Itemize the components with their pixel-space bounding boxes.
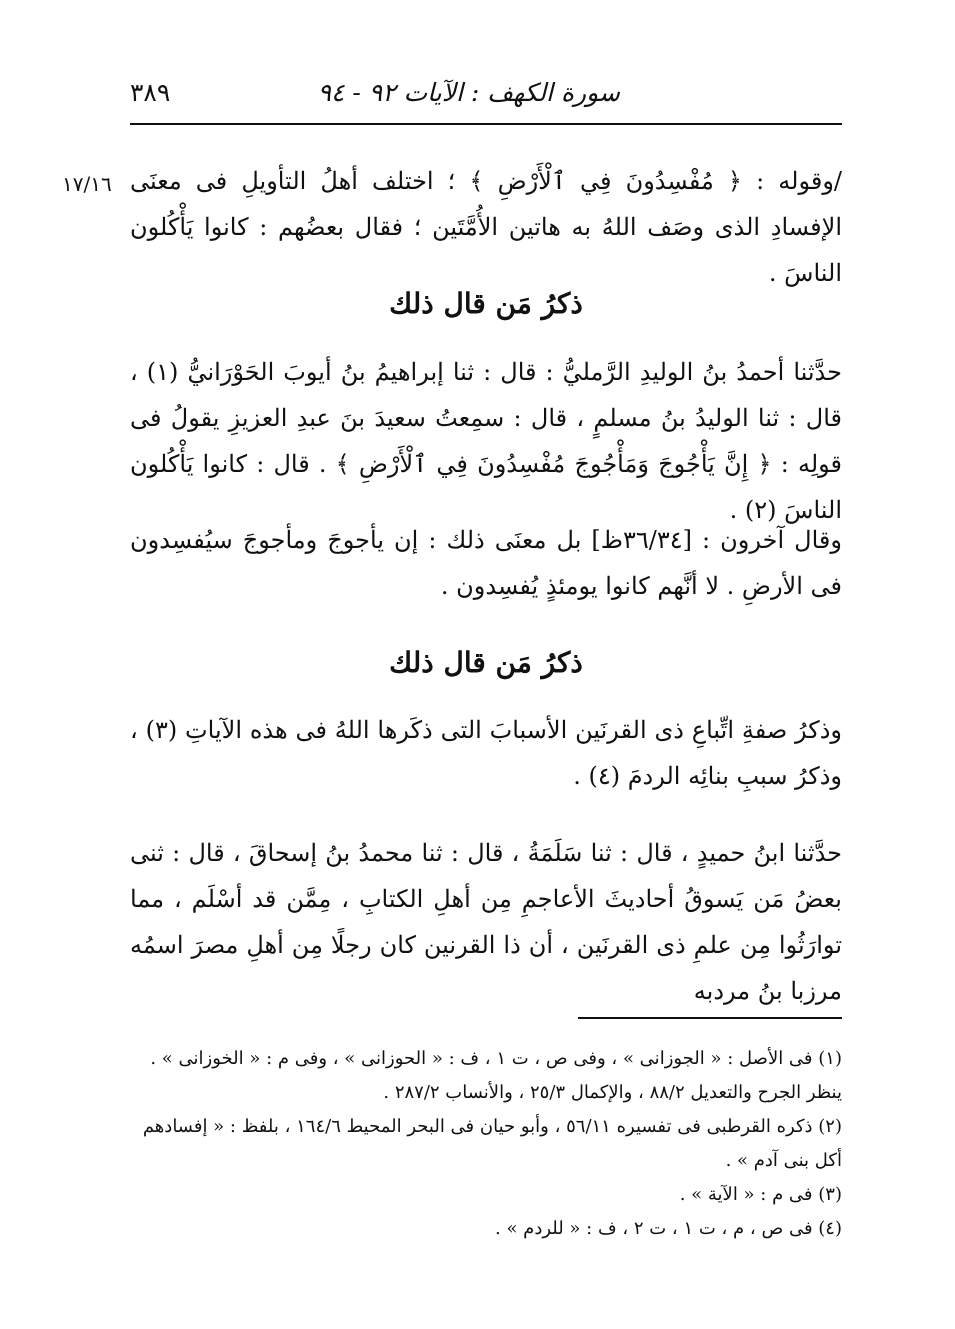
paragraph-3: وقال آخرون : [٣٦/٣٤ظ] بل معنَى ذلك : إن يأجوجَ ومأجوجَ سيُفسِدون فى الأرضِ . لا أنَّهم كانوا يومئذٍ يُفسِدون . — [130, 526, 842, 600]
footnote-2: (٢) ذكره القرطبى فى تفسيره ٥٦/١١ ، وأبو حيان فى البحر المحيط ١٦٤/٦ ، بلفظ : « إفسادهم أكل بنى آدم » . — [142, 1116, 842, 1171]
section-heading-2: ذكرُ مَن قال ذلك — [389, 646, 583, 679]
footnote-4: (٤) فى ص ، م ، ت ١ ، ت ٢ ، ف : « للردم » . — [495, 1218, 842, 1239]
footnote-separator — [578, 1017, 842, 1019]
margin-reference: ١٧/١٦ — [62, 172, 112, 196]
section-heading-1: ذكرُ مَن قال ذلك — [389, 287, 583, 320]
paragraph-5: حدَّثنا ابنُ حميدٍ ، قال : ثنا سَلَمَةُ ، قال : ثنا محمدُ بنُ إسحاقَ ، قال : ثنى بعضُ مَن يَسوقُ أحاديثَ الأعاجمِ مِن أهلِ الكتابِ ، مِمَّن قد أسْلَم ، مما توارَثُوا مِن علمِ ذى القرنَين ، أن ذا القرنين كان رجلًا مِن أهلِ مصرَ اسمُه مرزبا بنُ مردبه — [130, 839, 842, 1005]
page-header — [130, 78, 842, 118]
running-title: سورة الكهف : الآيات ٩٢ - ٩٤ — [317, 78, 620, 107]
paragraph-2: حدَّثنا أحمدُ بنُ الوليدِ الرَّمليُّ : قال : ثنا إبراهيمُ بنُ أيوبَ الحَوْرَانيُّ (١) ، قال : ثنا الوليدُ بنُ مسلمٍ ، قال : سمِعتُ سعيدَ بنَ عبدِ العزيزِ يقولُ فى قولِه : ﴿ إِنَّ يَأْجُوجَ وَمَأْجُوجَ مُفْسِدُونَ فِي ٱلْأَرْضِ ﴾ . قال : كانوا يَأْكُلون الناسَ (٢) . — [130, 358, 842, 524]
footnotes — [130, 1042, 842, 1246]
paragraph-1: /وقوله : ﴿ مُفْسِدُونَ فِي ٱلْأَرْضِ ﴾ ؛ اختلف أهلُ التأويلِ فى معنَى الإفسادِ الذى وصَف اللهُ به هاتين الأُمَّتَين ؛ فقال بعضُهم : كانوا يَأْكُلون الناسَ . — [130, 167, 842, 287]
footnote-1: (١) فى الأصل : « الجوزانى » ، وفى ص ، ت ١ ، ف : « الحوزانى » ، وفى م : « الخوزانى » . ينظر الجرح والتعديل ٨٨/٢ ، والإكمال ٢٥/٣ ، والأنساب ٢٨٧/٢ . — [150, 1048, 842, 1103]
paragraph-4: وذكرُ صفةِ اتِّباعِ ذى القرنَين الأسبابَ التى ذكَرها اللهُ فى هذه الآياتِ (٣) ، وذكرُ سببِ بنائِه الردمَ (٤) . — [130, 716, 842, 790]
header-rule — [130, 123, 842, 125]
page-number: ٣٨٩ — [130, 78, 171, 107]
footnote-3: (٣) فى م : « الآية » . — [679, 1184, 842, 1205]
